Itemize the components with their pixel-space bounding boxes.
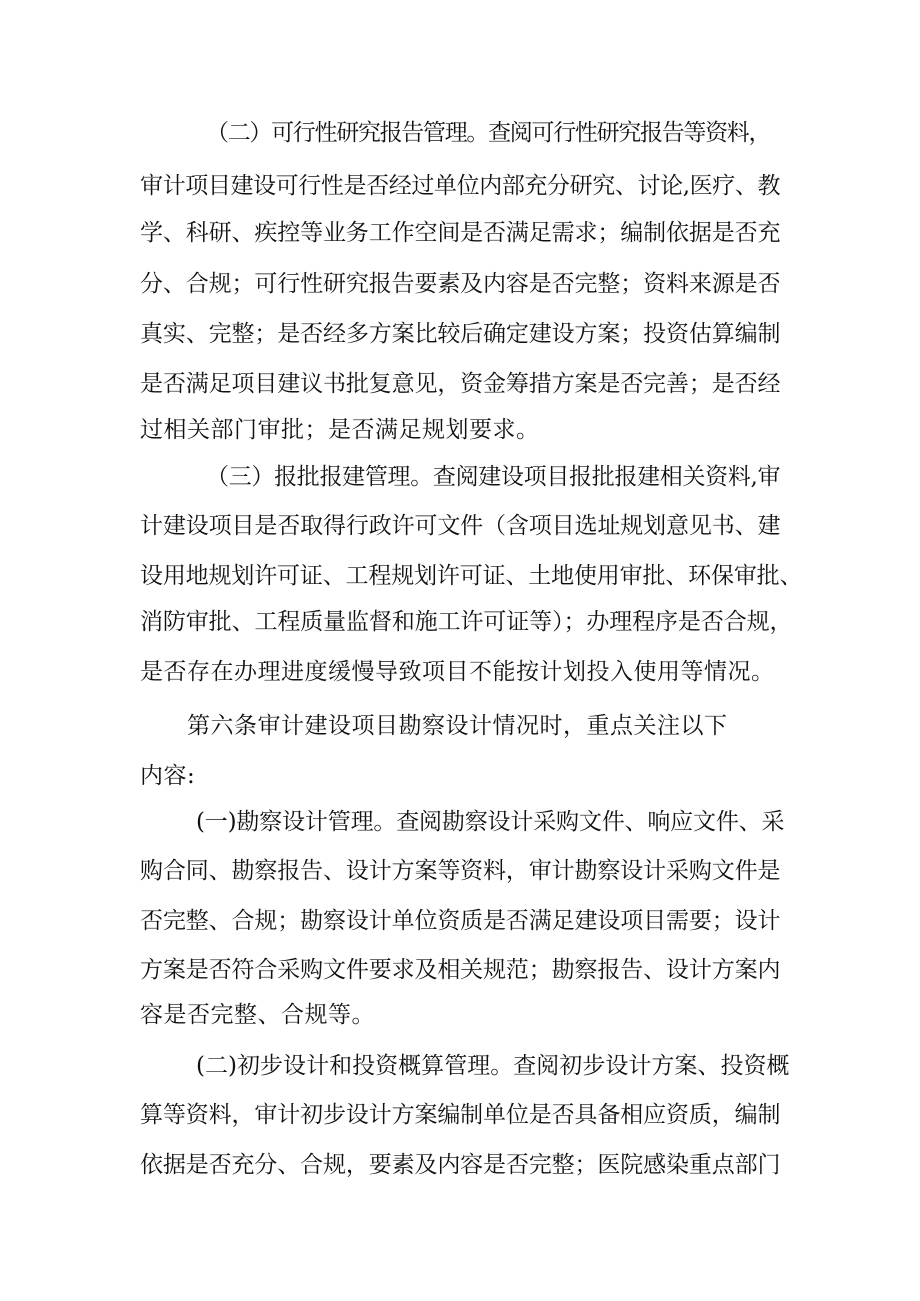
text-line: （二）可行性研究报告管理。查阅可行性研究报告等资料， bbox=[206, 120, 771, 146]
text-line: 否完整、合规；勘察设计单位资质是否满足建设项目需要；设计 bbox=[140, 908, 781, 934]
text-line: 内容: bbox=[140, 763, 196, 789]
text-line: 算等资料，审计初步设计方案编制单位是否具备相应资质，编制 bbox=[140, 1102, 781, 1128]
text-line: (一)勘察设计管理。查阅勘察设计采购文件、响应文件、采 bbox=[196, 809, 785, 835]
text-line: 第六条审计建设项目勘察设计情况时，重点关注以下 bbox=[187, 713, 728, 739]
text-line: 分、合规；可行性研究报告要素及内容是否完整；资料来源是否 bbox=[140, 271, 781, 297]
text-line: 过相关部门审批；是否满足规划要求。 bbox=[140, 417, 540, 443]
text-line: （三）报批报建管理。查阅建设项目报批报建相关资料,审 bbox=[206, 464, 781, 490]
text-line: 审计项目建设可行性是否经过单位内部充分研究、讨论,医疗、教 bbox=[140, 173, 781, 199]
text-line: 设用地规划许可证、工程规划许可证、土地使用审批、环保审批、 bbox=[140, 563, 803, 589]
text-line: 计建设项目是否取得行政许可文件（含项目选址规划意见书、建 bbox=[140, 513, 781, 539]
text-line: 是否满足项目建议书批复意见，资金筹措方案是否完善；是否经 bbox=[140, 371, 781, 397]
text-line: 购合同、勘察报告、设计方案等资料，审计勘察设计采购文件是 bbox=[140, 858, 781, 884]
text-line: 学、科研、疾控等业务工作空间是否满足需求；编制依据是否充 bbox=[140, 220, 781, 246]
text-line: (二)初步设计和投资概算管理。查阅初步设计方案、投资概 bbox=[196, 1053, 790, 1079]
text-line: 依据是否充分、合规，要素及内容是否完整；医院感染重点部门 bbox=[140, 1152, 781, 1178]
text-line: 是否存在办理进度缓慢导致项目不能按计划投入使用等情况。 bbox=[140, 659, 775, 685]
text-line: 消防审批、工程质量监督和施工许可证等）；办理程序是否合规， bbox=[140, 609, 793, 635]
text-line: 方案是否符合采购文件要求及相关规范；勘察报告、设计方案内 bbox=[140, 957, 781, 983]
text-line: 真实、完整；是否经多方案比较后确定建设方案；投资估算编制 bbox=[140, 321, 781, 347]
text-line: 容是否完整、合规等。 bbox=[140, 1002, 375, 1028]
